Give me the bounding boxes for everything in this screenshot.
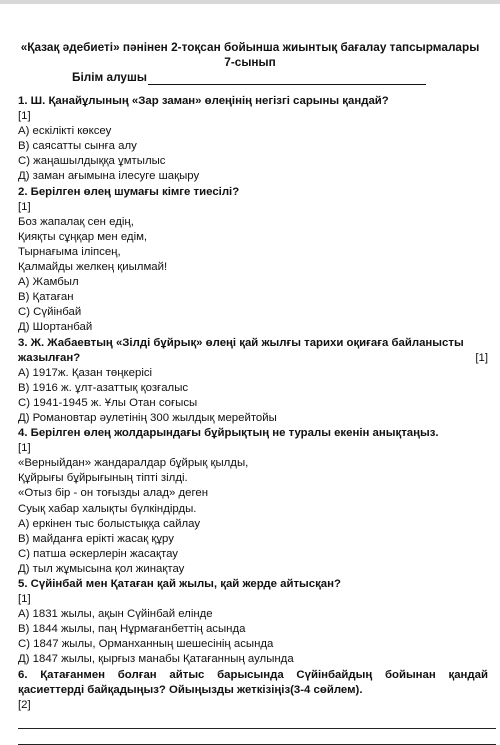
answer-option[interactable]: В) саясатты сынға алу (18, 140, 137, 153)
verse-line: «Отыз бір - он тоғызды алад» деген (18, 487, 208, 500)
question-title-cont: жазылған? (18, 351, 81, 364)
grade-label: 7-сынып (224, 55, 276, 69)
answer-option[interactable]: А) ескілікті көксеу (18, 125, 112, 138)
answer-line[interactable] (18, 713, 496, 729)
student-label: Білім алушы (72, 70, 147, 84)
verse-line: Боз жапалақ сен едің, (18, 215, 134, 228)
question-score: [1] (18, 110, 31, 123)
answer-option[interactable]: А) 1831 жылы, ақын Сүйінбай елінде (18, 608, 213, 621)
question-4 (18, 426, 488, 577)
student-name-row (72, 70, 426, 85)
answer-option[interactable]: С) 1847 жылы, Орманханның шешесінің асында (18, 638, 274, 651)
question-title: 5. Сүйінбай мен Қатаған қай жылы, қай жерде айтысқан? (18, 578, 341, 590)
document-header (0, 40, 500, 70)
question-3 (18, 336, 488, 427)
question-title: 4. Берілген өлең жолдарындағы бұйрықтың не туралы екенін анықтаңыз. (18, 427, 439, 440)
page-title: «Қазақ әдебиеті» пәнінен 2-тоқсан бойынша жиынтық бағалау тапсырмалары (20, 40, 480, 54)
question-score: [1] (475, 351, 488, 364)
answer-option[interactable]: А) 1917ж. Қазан төңкерісі (18, 366, 153, 379)
answer-line[interactable] (18, 729, 496, 745)
verse-line: Құйрығы бұйрығының тіпті зілді. (18, 472, 188, 485)
answer-option[interactable]: В) майданға ерікті жасақ құру (18, 532, 174, 545)
answer-option[interactable]: А) Жамбыл (18, 276, 79, 289)
question-title-row (18, 351, 488, 366)
student-name-field[interactable] (148, 73, 426, 85)
answer-option[interactable]: С) 1941-1945 ж. Ұлы Отан соғысы (18, 396, 198, 409)
answer-option[interactable]: Д) Романовтар әулетінің 300 жылдық мерейтойы (18, 411, 277, 424)
answer-option[interactable]: В) Қатаған (18, 291, 74, 304)
question-title: 6. Қатағанмен болған айтыс барысында Сүйінбайдың бойынан қандай (18, 668, 488, 681)
answer-option[interactable]: Д) 1847 жылы, қырғыз манабы Қатағанның аулында (18, 653, 294, 666)
answer-option[interactable]: Д) заман ағымына ілесуге шақыру (18, 170, 200, 183)
top-border (0, 0, 500, 4)
answer-option[interactable]: С) жаңашылдыққа ұмтылыс (18, 155, 166, 168)
question-title: 2. Берілген өлең шумағы кімге тиесілі? (18, 185, 240, 198)
verse-line: Суық хабар халықты бүлкіндірды. (18, 502, 197, 515)
answer-option[interactable]: С) патша әскерлерін жасақтау (18, 547, 178, 560)
question-title-cont: қасиеттерді байқадыңыз? Ойыңызды жеткізіңіз(3-4 сөйлем). (18, 683, 363, 696)
question-2 (18, 185, 488, 336)
question-score: [1] (18, 200, 31, 213)
verse-line: Қияқты сұңқар мен едім, (18, 230, 148, 243)
question-1 (18, 94, 488, 185)
verse-line: «Верныйдан» жандаралдар бұйрық қылды, (18, 457, 249, 470)
answer-option[interactable]: С) Сүйінбай (18, 306, 82, 319)
question-5 (18, 577, 488, 668)
answer-option[interactable]: А) еркінен тыс болыстыққа сайлау (18, 517, 201, 530)
question-title: 3. Ж. Жабаевтың «Зілді бұйрық» өлеңі қай жылғы тарихи оқиғаға байланысты (18, 336, 464, 349)
answer-option[interactable]: Д) тыл жұмысына қол жинақтау (18, 562, 185, 575)
question-score: [1] (18, 442, 31, 455)
verse-line: Қалмайды желкең қиылмай! (18, 261, 168, 274)
question-score: [1] (18, 593, 31, 606)
question-title: 1. Ш. Қанайұлының «Зар заман» өлеңінің негізгі сарыны қандай? (18, 95, 389, 107)
question-score: [2] (18, 698, 31, 711)
verse-line: Тырнағыма іліпсең, (18, 245, 121, 258)
answer-option[interactable]: В) 1844 жылы, паң Нұрмағанбеттің асында (18, 623, 246, 636)
answer-option[interactable]: В) 1916 ж. ұлт-азаттық қозғалыс (18, 381, 189, 394)
answer-option[interactable]: Д) Шортанбай (18, 321, 93, 334)
question-6 (18, 668, 488, 745)
questions (18, 94, 488, 745)
